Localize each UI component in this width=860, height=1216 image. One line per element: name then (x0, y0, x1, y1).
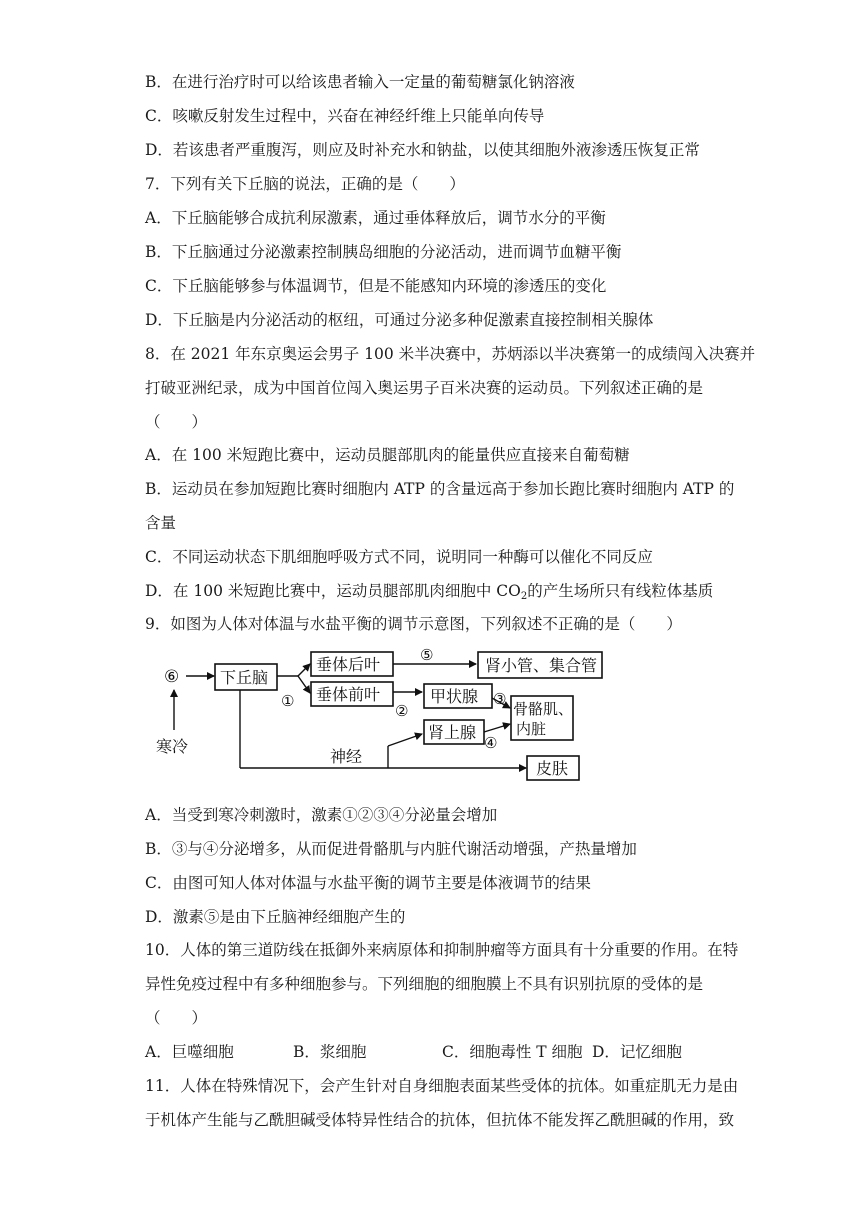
regulation-diagram (150, 646, 610, 788)
label-muscle-line2: 内脏 (516, 720, 547, 738)
label-2: ② (395, 702, 409, 720)
question-10-stem-line2: 异性免疫过程中有多种细胞参与。下列细胞的细胞膜上不具有识别抗原的受体的是 (145, 975, 704, 993)
question-10-stem-line1: 10．人体的第三道防线在抵御外来病原体和抑制肿瘤等方面具有十分重要的作用。在特 (145, 941, 739, 959)
label-anterior-pituitary: 垂体前叶 (316, 685, 381, 704)
q9-option-d: D．激素⑤是由下丘脑神经细胞产生的 (145, 908, 406, 926)
question-9-stem: 9．如图为人体对体温与水盐平衡的调节示意图，下列叙述不正确的是（ ） (145, 615, 682, 633)
label-5: ⑤ (420, 646, 434, 664)
label-hypothalamus: 下丘脑 (220, 668, 269, 687)
label-muscle-line1: 骨骼肌、 (513, 700, 574, 718)
q10-options (145, 1042, 705, 1064)
q8-option-d (145, 581, 713, 607)
q10-option-c: C．细胞毒性 T 细胞 (442, 1043, 583, 1061)
question-8-stem-line2: 打破亚洲纪录，成为中国首位闯入奥运男子百米决赛的运动员。下列叙述正确的是 (145, 379, 704, 397)
label-adrenal: 肾上腺 (428, 723, 477, 742)
q9-option-a: A．当受到寒冷刺激时，激素①②③④分泌量会增加 (145, 806, 498, 824)
arrow-nerve-to-adrenal (388, 734, 422, 746)
question-8-blank: （ ） (145, 413, 208, 431)
q10-option-a: A．巨噬细胞 (145, 1043, 234, 1061)
q9-option-c: C．由图可知人体对体温与水盐平衡的调节主要是体液调节的结果 (145, 874, 591, 892)
question-11-stem-line2: 于机体产生能与乙酰胆碱受体特异性结合的抗体，但抗体不能发挥乙酰胆碱的作用，致 (145, 1111, 735, 1129)
q10-option-b: B．浆细胞 (293, 1043, 367, 1061)
q7-option-a: A．下丘脑能够合成抗利尿激素，通过垂体释放后，调节水分的平衡 (145, 209, 606, 227)
q8-option-d-after: 的产生场所只有线粒体基质 (527, 582, 714, 600)
question-11-stem-line1: 11．人体在特殊情况下，会产生针对自身细胞表面某些受体的抗体。如重症肌无力是由 (145, 1077, 739, 1095)
question-8-stem-line1: 8．在 2021 年东京奥运会男子 100 米半决赛中，苏炳添以半决赛第一的成绩闯入决赛并 (145, 345, 756, 363)
q7-option-d: D．下丘脑是内分泌活动的枢纽，可通过分泌多种促激素直接控制相关腺体 (145, 311, 654, 329)
q9-option-b: B．③与④分泌增多，从而促进骨骼肌与内脏代谢活动增强，产热量增加 (145, 840, 637, 858)
option-d-text: D．若该患者严重腹泻，则应及时补充水和钠盐，以使其细胞外液渗透压恢复正常 (145, 141, 700, 159)
label-4: ④ (484, 734, 498, 752)
label-nerve: 神经 (330, 747, 363, 766)
question-7-stem: 7．下列有关下丘脑的说法，正确的是（ ） (145, 175, 465, 193)
label-posterior-pituitary: 垂体后叶 (316, 655, 381, 674)
label-3: ③ (493, 690, 507, 708)
q10-option-d: D．记忆细胞 (592, 1043, 682, 1061)
q7-option-c: C．下丘脑能够参与体温调节，但是不能感知内环境的渗透压的变化 (145, 277, 607, 295)
q8-option-c: C．不同运动状态下肌细胞呼吸方式不同，说明同一种酶可以催化不同反应 (145, 548, 653, 566)
option-b-text: B．在进行治疗时可以给该患者输入一定量的葡萄糖氯化钠溶液 (145, 73, 575, 91)
q8-option-a: A．在 100 米短跑比赛中，运动员腿部肌肉的能量供应直接来自葡萄糖 (145, 446, 630, 464)
q7-option-b: B．下丘脑通过分泌激素控制胰岛细胞的分泌活动，进而调节血糖平衡 (145, 243, 622, 261)
label-skin: 皮肤 (536, 759, 569, 778)
question-10-blank: （ ） (145, 1009, 208, 1027)
q8-option-d-subscript: 2 (520, 591, 528, 602)
label-6: ⑥ (164, 667, 180, 687)
label-thyroid: 甲状腺 (430, 687, 479, 706)
q8-option-d-before: D．在 100 米短跑比赛中，运动员腿部肌肉细胞中 CO (145, 582, 521, 600)
label-kidney-tubule: 肾小管、集合管 (485, 656, 598, 675)
label-1: ① (281, 692, 295, 710)
label-cold: 寒冷 (156, 737, 189, 756)
option-c-text: C．咳嗽反射发生过程中，兴奋在神经纤维上只能单向传导 (145, 107, 545, 125)
q8-option-b-line2: 含量 (145, 514, 177, 532)
q8-option-b-line1: B．运动员在参加短跑比赛时细胞内 ATP 的含量远高于参加长跑比赛时细胞内 ATP 的 (145, 480, 735, 498)
